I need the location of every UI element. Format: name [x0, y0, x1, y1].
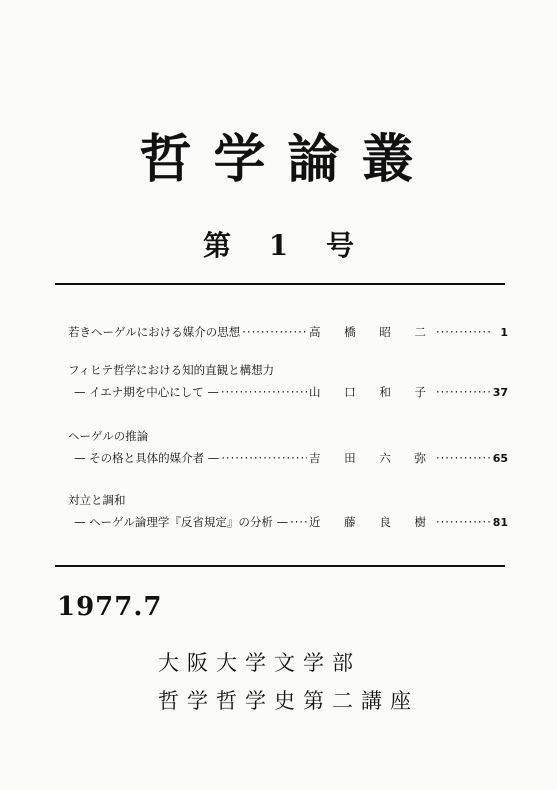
top-divider: [55, 283, 505, 285]
toc-dot-leader: [436, 447, 490, 469]
toc-title: フィヒテ哲学における知的直観と構想力: [68, 363, 275, 377]
toc-page-number: 65: [492, 452, 508, 465]
issue-number: 第 1 号: [203, 229, 368, 262]
toc-dot-leader: [290, 511, 307, 533]
toc-entry: [68, 425, 508, 469]
toc-author: 吉 田 六 弥: [309, 451, 436, 465]
toc-author: 山 口 和 子: [309, 385, 436, 399]
toc-dot-leader: [436, 511, 490, 533]
table-of-contents: [68, 303, 508, 533]
toc-entry: [68, 359, 508, 403]
publisher-line-1: 大阪大学文学部: [158, 651, 361, 675]
toc-subtitle-line: [68, 381, 508, 403]
toc-subtitle: — その格と具体的媒介者 —: [74, 451, 220, 465]
toc-title-line: [68, 425, 508, 447]
toc-title-line: [68, 321, 508, 343]
toc-title-line: [68, 359, 508, 381]
toc-dot-leader: [242, 321, 307, 343]
journal-title: 哲学論叢: [139, 129, 436, 190]
toc-entry: [68, 321, 508, 343]
toc-title: 若きヘーゲルにおける媒介の思想: [68, 325, 241, 339]
toc-dot-leader: [436, 321, 490, 343]
toc-dot-leader: [221, 381, 307, 403]
toc-subtitle-line: [68, 447, 508, 469]
toc-subtitle: — ヘーゲル論理学『反省規定』の分析 —: [74, 515, 289, 529]
toc-subtitle-line: [68, 511, 508, 533]
toc-title-line: [68, 489, 508, 511]
toc-author: 近 藤 良 樹: [309, 515, 436, 529]
toc-page-number: 81: [492, 516, 508, 529]
publication-date: 1977.7: [57, 592, 163, 622]
toc-dot-leader: [436, 381, 490, 403]
toc-dot-leader: [221, 447, 307, 469]
toc-author: 高 橋 昭 二: [309, 325, 436, 339]
toc-subtitle: — イエナ期を中心にして —: [74, 385, 219, 399]
toc-page-number: 1: [500, 326, 508, 339]
toc-title: 対立と調和: [68, 493, 126, 507]
toc-title: ヘーゲルの推論: [68, 429, 149, 443]
bottom-divider: [55, 565, 505, 567]
toc-page-number: 37: [492, 386, 508, 399]
publisher-line-2: 哲学哲学史第二講座: [158, 689, 419, 713]
toc-entry: [68, 489, 508, 533]
